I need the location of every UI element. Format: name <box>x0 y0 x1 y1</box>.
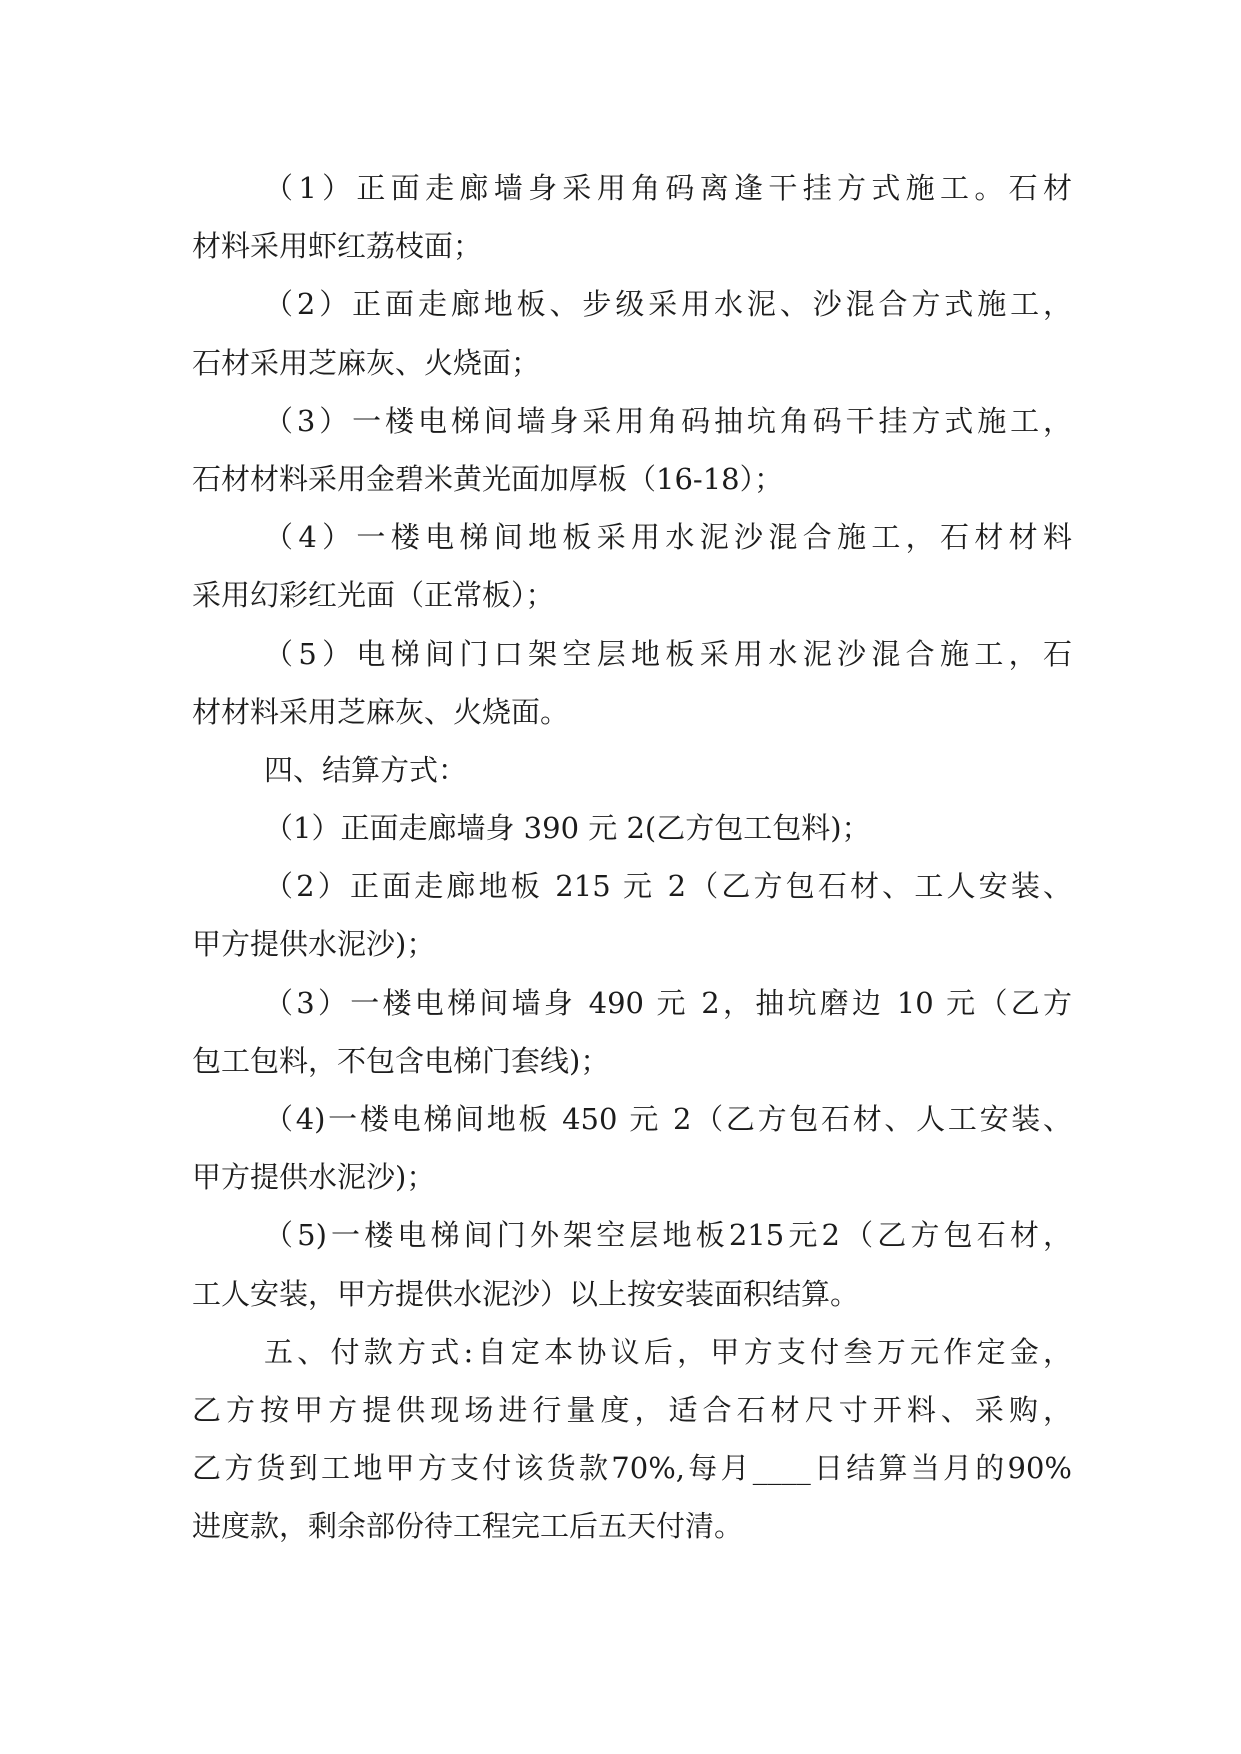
text-line: 五、付款方式:自定本协议后，甲方支付叁万元作定金， <box>264 1334 1072 1369</box>
text-line: 乙方货到工地甲方支付该货款70%,每月____日结算当月的90% <box>192 1451 1072 1486</box>
text-line: （5）电梯间门口架空层地板采用水泥沙混合施工，石 <box>264 636 1072 671</box>
text-line: 四、结算方式： <box>264 752 468 787</box>
text-line: 甲方提供水泥沙)； <box>192 1160 436 1195</box>
text-line: （1）正面走廊墙身 390 元 2(乙方包工包料)； <box>264 811 871 846</box>
paragraph <box>192 1206 1072 1322</box>
text-line: （3）一楼电梯间墙身采用角码抽坑角码干挂方式施工， <box>264 403 1072 438</box>
text-line: 工人安装，甲方提供水泥沙）以上按安装面积结算。 <box>192 1276 860 1311</box>
text-line: 石材采用芝麻灰、火烧面； <box>192 345 541 380</box>
text-line: 采用幻彩红光面（正常板）； <box>192 578 555 613</box>
paragraph <box>192 275 1072 391</box>
text-line: 甲方提供水泥沙)； <box>192 927 436 962</box>
paragraph <box>192 1090 1072 1206</box>
document-body <box>192 159 1072 1556</box>
paragraph <box>192 392 1072 508</box>
text-line: （2）正面走廊地板 215 元 2（乙方包石材、工人安装、 <box>264 869 1072 904</box>
paragraph <box>192 974 1072 1090</box>
paragraph <box>192 1323 1072 1556</box>
section-heading <box>192 741 1072 799</box>
text-line: （4）一楼电梯间地板采用水泥沙混合施工，石材材料 <box>264 520 1072 555</box>
text-line: （4)一楼电梯间地板 450 元 2（乙方包石材、人工安装、 <box>264 1102 1072 1136</box>
paragraph <box>192 625 1072 741</box>
text-line: （1）正面走廊墙身采用角码离逢干挂方式施工。石材 <box>264 171 1072 205</box>
text-line: 材材料采用芝麻灰、火烧面。 <box>192 694 570 729</box>
paragraph <box>192 508 1072 624</box>
text-line: 乙方按甲方提供现场进行量度，适合石材尺寸开料、采购， <box>192 1392 1072 1427</box>
text-line: （3）一楼电梯间墙身 490 元 2，抽坑磨边 10 元（乙方 <box>264 985 1072 1020</box>
text-line: 包工包料，不包含电梯门套线)； <box>192 1043 610 1078</box>
text-line: （5)一楼电梯间门外架空层地板215元2（乙方包石材， <box>264 1218 1072 1253</box>
paragraph <box>192 799 1072 857</box>
text-line: 进度款，剩余部份待工程完工后五天付清。 <box>192 1509 744 1544</box>
paragraph <box>192 857 1072 973</box>
paragraph <box>192 159 1072 275</box>
text-line: 石材材料采用金碧米黄光面加厚板（16-18）； <box>192 461 784 496</box>
text-line: （2）正面走廊地板、步级采用水泥、沙混合方式施工， <box>264 287 1072 322</box>
text-line: 材料采用虾红荔枝面； <box>192 229 483 264</box>
